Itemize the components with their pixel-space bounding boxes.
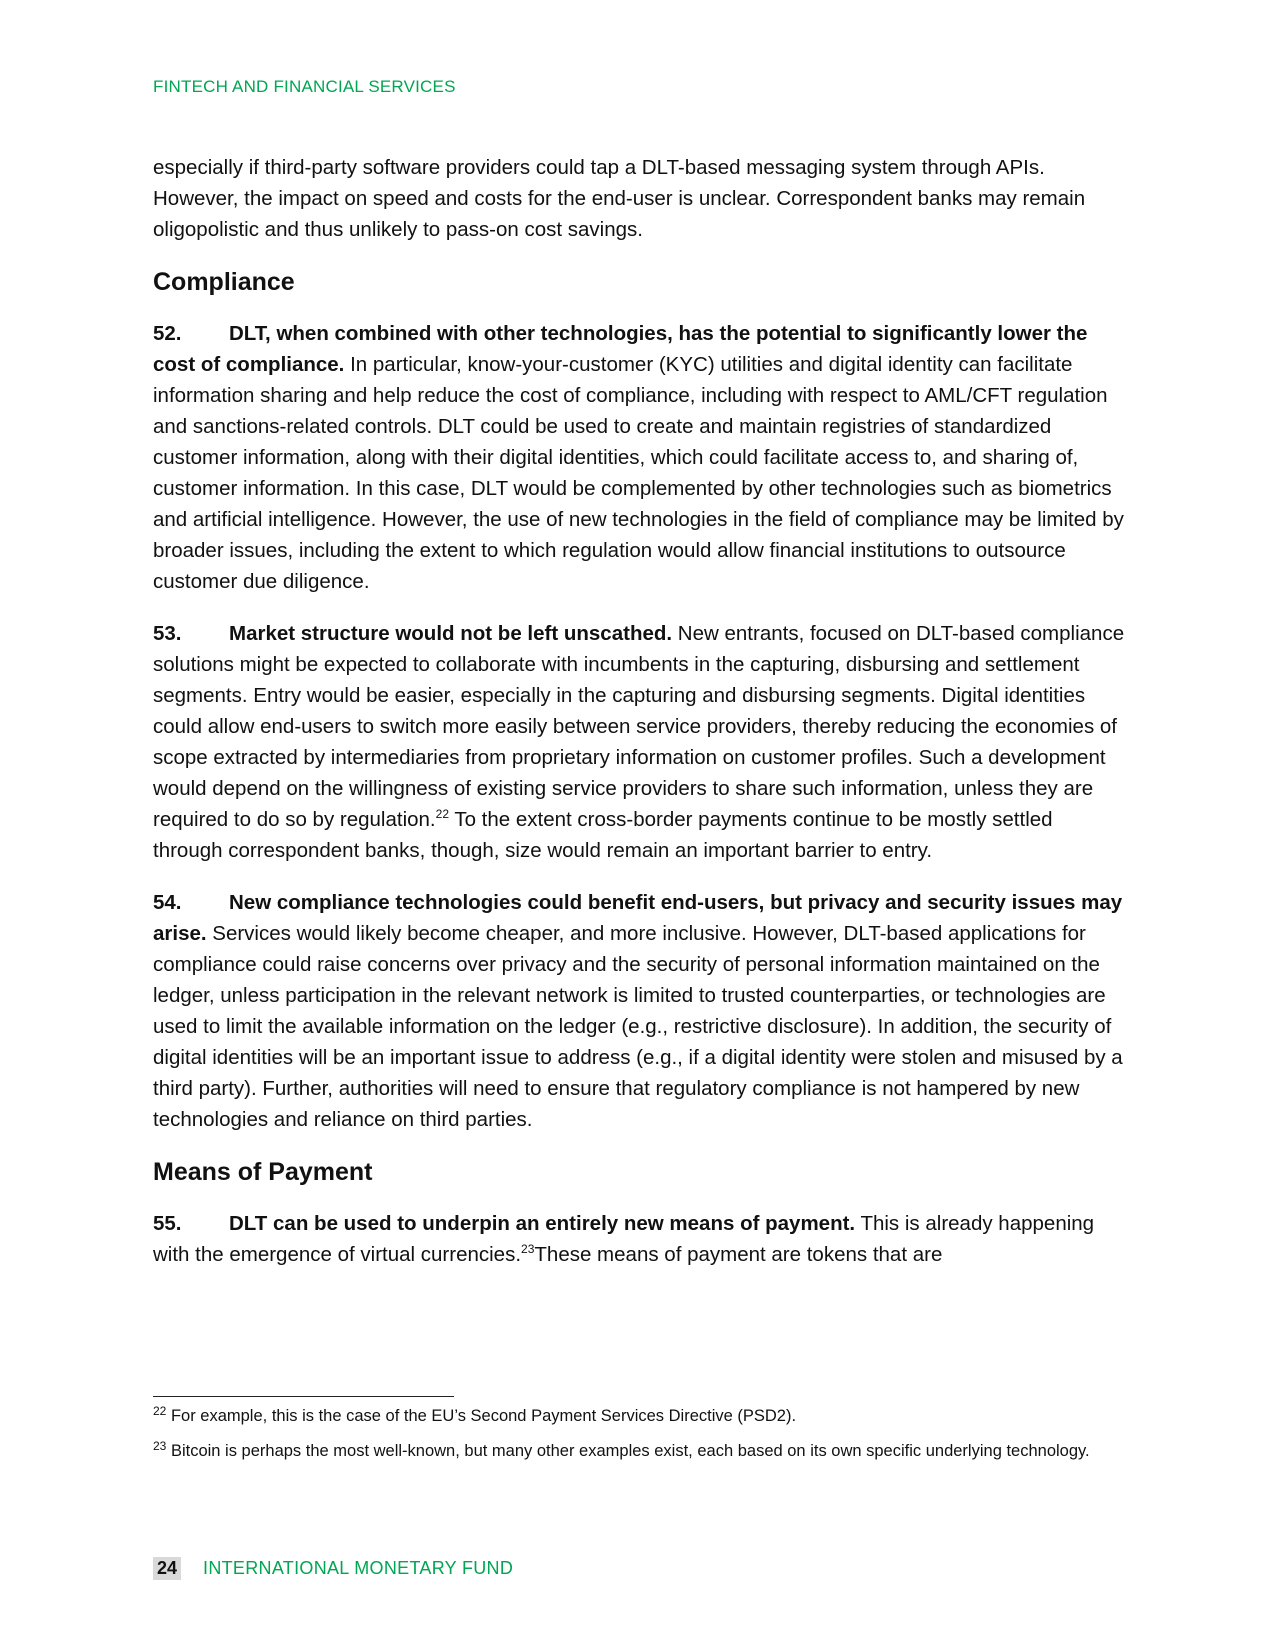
paragraph-text: In particular, know-your-customer (KYC) utilities and digital identity can facilitate information sharing and help reduce the cost of compliance, including with respect to AML/CFT regulation and sanctions-related controls. DLT could be used to create and maintain registries of standardized customer information, along with their digital identities, which could facilitate access to, and sharing of, customer information. In this case, DLT would be complemented by other technologies such as biometrics and artificial intelligence. However, the use of new technologies in the field of compliance may be limited by broader issues, including the extent to which regulation would allow financial institutions to outsource customer due diligence.	[153, 353, 1124, 593]
paragraph-52	[153, 318, 1125, 597]
paragraph-lead: Market structure would not be left unscathed.	[229, 622, 673, 645]
paragraph-text-cont: To the extent cross-border payments continue to be mostly settled through correspondent banks, though, size would remain an important barrier to entry.	[153, 808, 1053, 862]
footnotes	[153, 1405, 1125, 1475]
section-heading-means-of-payment: Means of Payment	[153, 1158, 373, 1186]
footnote-marker: 23	[153, 1439, 167, 1453]
footnote-text: For example, this is the case of the EU’s Second Payment Services Directive (PSD2).	[166, 1407, 797, 1425]
paragraph-lead: DLT, when combined with other technologies, has the potential to significantly lower the cost of compliance.	[153, 322, 1088, 376]
paragraph-54	[153, 887, 1125, 1135]
footnote-ref-22[interactable]: 22	[435, 807, 449, 821]
paragraph-number: 53.	[153, 622, 182, 645]
footnote-ref-23[interactable]: 23	[521, 1242, 535, 1256]
page-footer	[153, 1555, 513, 1581]
footnote-separator	[153, 1396, 454, 1397]
footer-organization: INTERNATIONAL MONETARY FUND	[203, 1557, 514, 1578]
paragraph-53	[153, 618, 1125, 866]
footnote-22	[153, 1405, 1125, 1428]
paragraph-number: 52.	[153, 322, 182, 345]
footnote-23	[153, 1440, 1125, 1463]
paragraph-number: 54.	[153, 891, 182, 914]
paragraph-text: This is already happening with the emergence of virtual currencies.	[153, 1212, 1095, 1266]
paragraph-text: Services would likely become cheaper, and more inclusive. However, DLT-based applications for compliance could raise concerns over privacy and the security of personal information maintained on the ledger, unless participation in the relevant network is limited to trusted counterparties, or technologies are used to limit the available information on the ledger (e.g., restrictive disclosure). In addition, the security of digital identities will be an important issue to address (e.g., if a digital identity were stolen and misused by a third party). Further, authorities will need to ensure that regulatory compliance is not hampered by new technologies and reliance on third parties.	[153, 922, 1123, 1131]
section-heading-compliance: Compliance	[153, 268, 295, 296]
paragraph-55	[153, 1208, 1125, 1270]
paragraph-text: New entrants, focused on DLT-based compliance solutions might be expected to collaborate with incumbents in the capturing, disbursing and settlement segments. Entry would be easier, especially in the capturing and disbursing segments. Digital identities could allow end-users to switch more easily between service providers, thereby reducing the economies of scope extracted by intermediaries from proprietary information on customer profiles. Such a development would depend on the willingness of existing service providers to share such information, unless they are required to do so by regulation.	[153, 622, 1125, 831]
paragraph-lead: New compliance technologies could benefit end-users, but privacy and security issues may arise.	[153, 891, 1123, 945]
page-number: 24	[153, 1557, 181, 1580]
footnote-marker: 22	[153, 1404, 167, 1418]
intro-paragraph: especially if third-party software providers could tap a DLT-based messaging system through APIs. However, the impact on speed and costs for the end-user is unclear. Correspondent banks may remain oligopolistic and thus unlikely to pass-on cost savings.	[153, 156, 1086, 241]
running-header: FINTECH AND FINANCIAL SERVICES	[153, 77, 456, 96]
paragraph-lead: DLT can be used to underpin an entirely new means of payment.	[229, 1212, 856, 1235]
paragraph-text-cont: These means of payment are tokens that are	[534, 1243, 943, 1266]
footnote-text: Bitcoin is perhaps the most well-known, but many other examples exist, each based on its own specific underlying technology.	[166, 1442, 1090, 1460]
paragraph-number: 55.	[153, 1212, 182, 1235]
body-content	[153, 152, 1125, 1270]
